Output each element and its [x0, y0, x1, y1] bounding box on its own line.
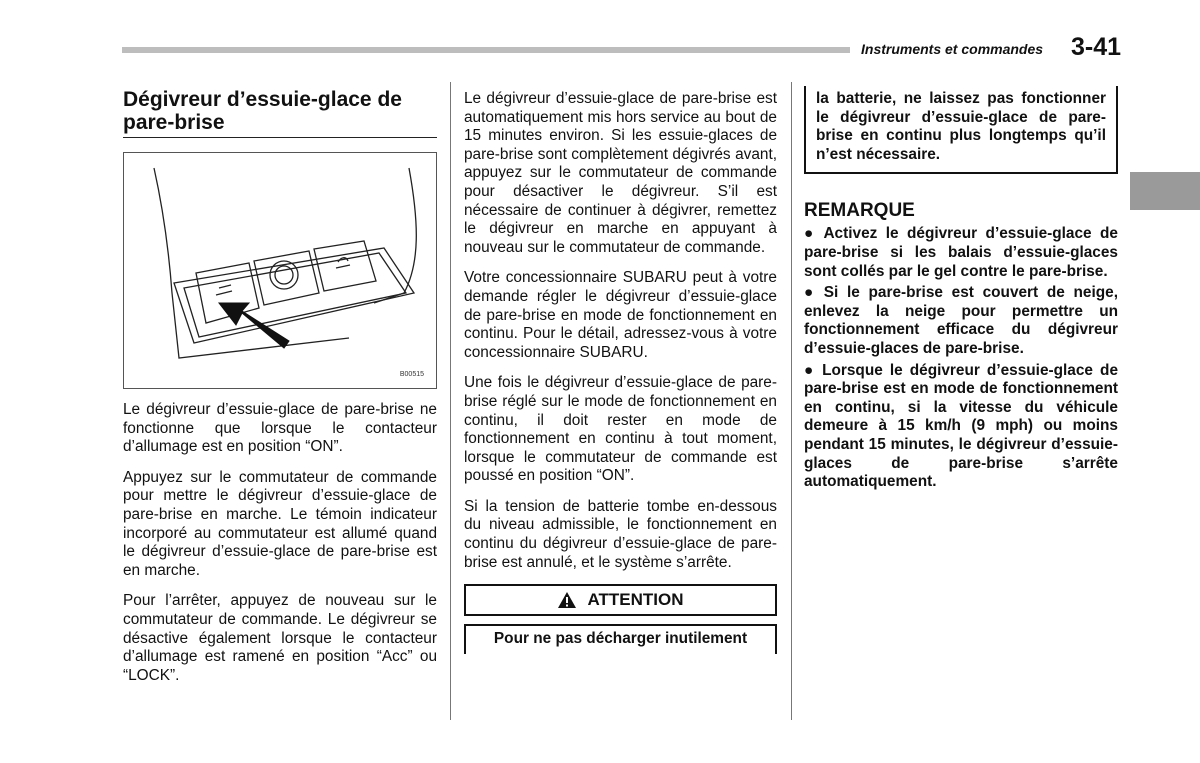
column-right — [804, 86, 1118, 492]
paragraph: Le dégivreur d’essuie-glace de pare-brise ne fonctionne que lorsque le contacteur d’allumage est en position “ON”. — [123, 401, 437, 456]
switch-illustration — [123, 152, 437, 389]
paragraph: Une fois le dégivreur d’essuie-glace de pare-brise réglé sur le mode de fonctionnement en continu, il doit rester en mode de fonctionnement en continu à tout moment, lorsque le commutateur de commande est poussé en position “ON”. — [464, 374, 777, 485]
defroster-switch-drawing — [124, 153, 436, 388]
remark-text: Si le pare-brise est couvert de neige, enlevez la neige pour permettre un fonctionnement efficace du dégivreur d’essuie-glaces de pare-brise. — [804, 284, 1119, 357]
paragraph: Si la tension de batterie tombe en-dessous du niveau admissible, le fonctionnement en continu du dégivreur d’essuie-glace de pare-brise est annulé, et le système s’arrête. — [464, 497, 777, 571]
column-divider — [450, 82, 451, 720]
header-rule — [122, 47, 850, 53]
attention-label: ATTENTION — [587, 590, 684, 610]
remark-item — [804, 362, 1118, 492]
paragraph: Votre concessionnaire SUBARU peut à votre demande régler le dégivreur d’essuie-glace de pare-brise en mode de fonctionnement en continu. Pour le détail, adressez-vous à votre concessionnaire SUBARU. — [464, 269, 777, 361]
column-middle — [464, 90, 777, 654]
attention-header — [464, 584, 777, 616]
bullet-icon: ● — [804, 225, 818, 243]
title-line-1: Dégivreur d’essuie-glace de — [123, 88, 402, 111]
section-title: Instruments et commandes — [861, 41, 1044, 57]
remark-heading: REMARQUE — [804, 200, 915, 222]
paragraph: Le dégivreur d’essuie-glace de pare-brise est automatiquement mis hors service au bout de 15 minutes environ. Si les essuie-glaces de pare-brise sont complètement dégivrés avant, appuyez sur le commutateur de commande pour désactiver le dégivreur. S’il est nécessaire de continuer à dégivrer, remettez le dégivreur en marche en appuyant à nouveau sur le commutateur de commande. — [464, 90, 777, 256]
figure-id: B00515 — [399, 371, 424, 378]
column-left — [123, 88, 437, 685]
remark-item — [804, 225, 1118, 281]
paragraph: Pour l’arrêter, appuyez de nouveau sur le commutateur de commande. Le dégivreur se désactive également lorsque le contacteur d’allumage est ramené en position “Acc” ou “LOCK”. — [123, 592, 437, 684]
attention-continued: la batterie, ne laissez pas fonctionner le dégivreur d’essuie-glace de pare-brise en continu plus longtemps qu’il n’est nécessaire. — [804, 86, 1118, 174]
column-divider — [791, 82, 792, 720]
remark-item — [804, 284, 1118, 358]
warning-icon — [557, 591, 577, 609]
remark-text: Lorsque le dégivreur d’essuie-glace de pare-brise est en mode de fonctionnement en continu, si la vitesse du véhicule demeure à 15 km/h (9 mph) ou moins pendant 15 minutes, le dégivreur d’essuie-glaces de pare-brise s’arrête automatiquement. — [804, 361, 1119, 491]
remark-text: Activez le dégivreur d’essuie-glace de pare-brise si les balais d’essuie-glaces sont collés par le gel contre le pare-brise. — [804, 225, 1118, 280]
attention-text: Pour ne pas décharger inutilement — [464, 624, 777, 654]
bullet-icon: ● — [804, 361, 817, 379]
title-line-2: pare-brise — [123, 111, 225, 134]
article-title — [123, 88, 437, 138]
page-number: 3-41 — [1071, 33, 1122, 61]
chapter-tab — [1130, 172, 1200, 210]
paragraph: Appuyez sur le commutateur de commande pour mettre le dégivreur d’essuie-glace de pare-brise en marche. Le témoin indicateur incorporé au commutateur est allumé quand le dégivreur d’essuie-glace de pare-brise est en marche. — [123, 468, 437, 579]
bullet-icon: ● — [804, 284, 818, 302]
